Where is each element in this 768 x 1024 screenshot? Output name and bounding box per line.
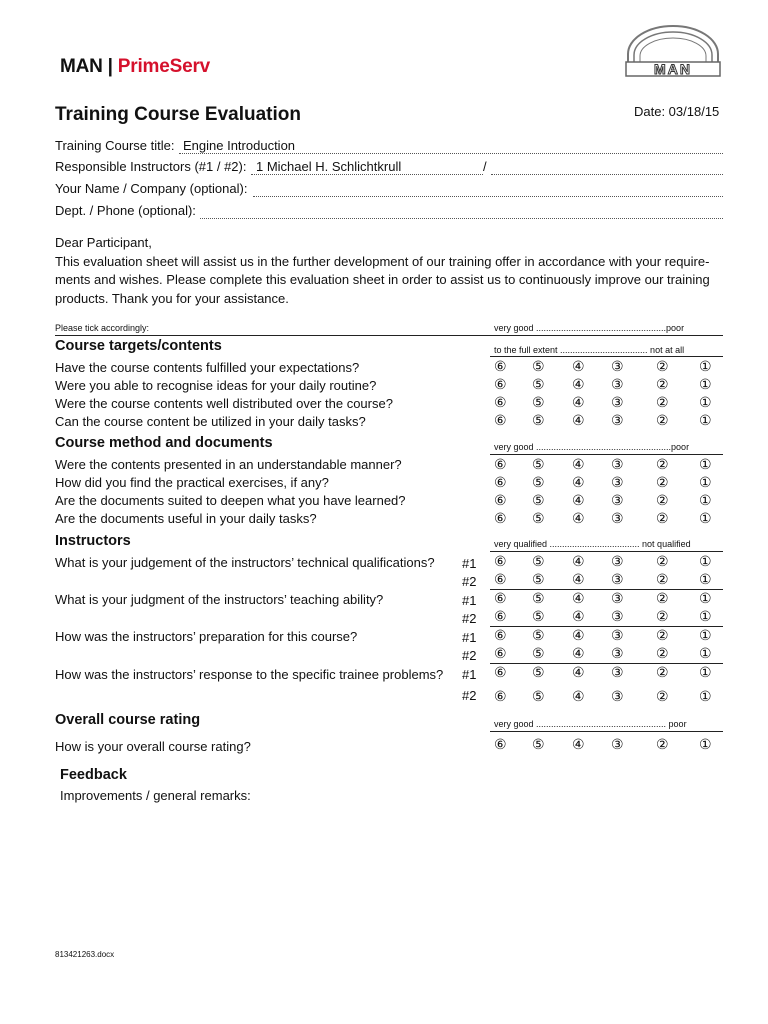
rating-option[interactable]: ④ [572, 474, 585, 490]
rating-option[interactable]: ⑤ [532, 645, 545, 661]
rating-option[interactable]: ③ [611, 492, 624, 508]
course-title-row [55, 137, 723, 157]
question-o1: How is your overall course rating? [55, 739, 251, 754]
rating-option[interactable]: ① [699, 664, 712, 680]
rating-option[interactable]: ② [656, 412, 669, 428]
rating-option[interactable]: ② [656, 376, 669, 392]
rating-divider [490, 454, 723, 455]
instructor-tag-2: #2 [462, 648, 477, 663]
rating-option[interactable]: ③ [611, 608, 624, 624]
rating-option[interactable]: ② [656, 553, 669, 569]
rating-row [490, 627, 723, 645]
instructor-tag-1: #1 [462, 556, 477, 571]
question-m1: Were the contents presented in an understandable manner? [55, 457, 402, 472]
letter [55, 234, 725, 308]
rating-option[interactable]: ⑤ [532, 608, 545, 624]
rating-divider [490, 356, 723, 357]
brand-separator: | [107, 56, 113, 77]
rating-option[interactable]: ⑤ [532, 358, 545, 374]
course-title-line [179, 153, 723, 154]
rating-option[interactable]: ③ [611, 510, 624, 526]
instructors-row [55, 158, 723, 178]
rating-option[interactable]: ③ [611, 474, 624, 490]
rating-option[interactable]: ③ [611, 376, 624, 392]
rating-option[interactable]: ② [656, 664, 669, 680]
instructor-tag-2: #2 [462, 611, 477, 626]
dept-label: Dept. / Phone (optional): [55, 203, 196, 218]
rating-option[interactable]: ① [699, 358, 712, 374]
tick-hint: Please tick accordingly: [55, 323, 150, 333]
section-instructors: Instructors [55, 533, 131, 549]
rating-option[interactable]: ⑥ [494, 456, 507, 472]
rating-option[interactable]: ② [656, 645, 669, 661]
rating-option[interactable]: ⑥ [494, 553, 507, 569]
rating-option[interactable]: ② [656, 474, 669, 490]
rating-option[interactable]: ③ [611, 627, 624, 643]
rating-option[interactable]: ⑥ [494, 608, 507, 624]
rating-row [490, 412, 723, 430]
rating-option[interactable]: ⑤ [532, 664, 545, 680]
question-t4: Can the course content be utilized in your daily tasks? [55, 414, 366, 429]
rating-option[interactable]: ⑥ [494, 394, 507, 410]
rating-row [490, 553, 723, 571]
question-i1: What is your judgement of the instructors’ technical qualifications? [55, 555, 435, 570]
rating-option[interactable]: ⑥ [494, 627, 507, 643]
rating-option[interactable]: ⑤ [532, 590, 545, 606]
rating-row [490, 510, 723, 528]
rating-option[interactable]: ④ [572, 456, 585, 472]
rating-option[interactable]: ③ [611, 688, 624, 704]
question-t3: Were the course contents well distributed over the course? [55, 396, 393, 411]
rating-option[interactable]: ① [699, 688, 712, 704]
scale-label-1: very good ....................................................poor [494, 323, 685, 333]
rating-option[interactable]: ① [699, 376, 712, 392]
rating-option[interactable]: ① [699, 412, 712, 428]
rating-option[interactable]: ① [699, 736, 712, 752]
rating-row [490, 608, 723, 626]
letter-greeting: Dear Participant, [55, 235, 152, 250]
instructors-label: Responsible Instructors (#1 / #2): [55, 159, 247, 174]
rating-option[interactable]: ③ [611, 358, 624, 374]
rating-option[interactable]: ⑥ [494, 376, 507, 392]
question-t2: Were you able to recognise ideas for your daily routine? [55, 378, 377, 393]
rating-option[interactable]: ④ [572, 590, 585, 606]
letter-body: This evaluation sheet will assist us in the further development of our training offer in accordance with your require-ments and wishes. Please complete this evaluation sheet in order to assist us to continuously improve our training products. Thank you for your assistance. [55, 253, 710, 306]
instructor-tag-1: #1 [462, 593, 477, 608]
rating-row [490, 664, 723, 682]
rating-option[interactable]: ④ [572, 412, 585, 428]
rating-option[interactable]: ② [656, 736, 669, 752]
rating-option[interactable]: ① [699, 571, 712, 587]
rating-option[interactable]: ④ [572, 688, 585, 704]
rating-row [490, 645, 723, 663]
rating-option[interactable]: ④ [572, 645, 585, 661]
question-m3: Are the documents suited to deepen what you have learned? [55, 493, 406, 508]
rating-option[interactable]: ④ [572, 736, 585, 752]
rating-option[interactable]: ① [699, 456, 712, 472]
divider [55, 335, 723, 336]
rating-option[interactable]: ② [656, 688, 669, 704]
dept-row [55, 202, 723, 222]
rating-option[interactable]: ⑥ [494, 510, 507, 526]
rating-row [490, 736, 723, 754]
rating-option[interactable]: ⑥ [494, 736, 507, 752]
rating-option[interactable]: ④ [572, 571, 585, 587]
rating-option[interactable]: ⑥ [494, 412, 507, 428]
feedback-title: Feedback [60, 767, 127, 783]
rating-option[interactable]: ③ [611, 736, 624, 752]
rating-option[interactable]: ⑤ [532, 571, 545, 587]
logo-text: MAN [654, 61, 692, 77]
rating-option[interactable]: ③ [611, 412, 624, 428]
rating-option[interactable]: ⑤ [532, 688, 545, 704]
rating-option[interactable]: ⑥ [494, 492, 507, 508]
rating-option[interactable]: ④ [572, 358, 585, 374]
rating-option[interactable]: ⑥ [494, 571, 507, 587]
rating-row [490, 590, 723, 608]
rating-option[interactable]: ② [656, 627, 669, 643]
question-i4: How was the instructors’ response to the specific trainee problems? [55, 667, 444, 682]
rating-option[interactable]: ② [656, 510, 669, 526]
rating-option[interactable]: ② [656, 456, 669, 472]
rating-option[interactable]: ⑤ [532, 456, 545, 472]
rating-row [490, 394, 723, 412]
section-method: Course method and documents [55, 435, 273, 451]
rating-option[interactable]: ⑤ [532, 510, 545, 526]
rating-option[interactable]: ③ [611, 571, 624, 587]
man-logo-icon [622, 24, 724, 80]
rating-row [490, 358, 723, 376]
rating-option[interactable]: ② [656, 394, 669, 410]
rating-option[interactable]: ① [699, 510, 712, 526]
name-line[interactable] [253, 196, 723, 197]
rating-option[interactable]: ② [656, 608, 669, 624]
instructor-tag-2: #2 [462, 688, 477, 703]
rating-option[interactable]: ② [656, 590, 669, 606]
rating-option[interactable]: ② [656, 492, 669, 508]
dept-line[interactable] [200, 218, 723, 219]
rating-divider [490, 731, 723, 732]
rating-option[interactable]: ④ [572, 627, 585, 643]
brand-man: MAN [60, 56, 103, 77]
instructor1-line [251, 174, 483, 175]
rating-option[interactable]: ① [699, 627, 712, 643]
rating-option[interactable]: ④ [572, 510, 585, 526]
rating-row [490, 688, 723, 706]
rating-option[interactable]: ① [699, 474, 712, 490]
rating-option[interactable]: ⑤ [532, 736, 545, 752]
rating-option[interactable]: ① [699, 553, 712, 569]
rating-option[interactable]: ③ [611, 590, 624, 606]
rating-option[interactable]: ② [656, 358, 669, 374]
scale-label-3: very good ......................................................poor [494, 442, 690, 452]
rating-option[interactable]: ⑥ [494, 358, 507, 374]
rating-option[interactable]: ③ [611, 394, 624, 410]
rating-option[interactable]: ④ [572, 394, 585, 410]
rating-option[interactable]: ⑤ [532, 376, 545, 392]
instructor-separator: / [483, 159, 487, 174]
rating-option[interactable]: ① [699, 608, 712, 624]
section-targets: Course targets/contents [55, 338, 222, 354]
rating-option[interactable]: ⑥ [494, 474, 507, 490]
rating-option[interactable]: ① [699, 394, 712, 410]
rating-option[interactable]: ⑤ [532, 553, 545, 569]
rating-option[interactable]: ① [699, 645, 712, 661]
instructor-tag-1: #1 [462, 630, 477, 645]
rating-option[interactable]: ⑥ [494, 590, 507, 606]
page-title: Training Course Evaluation [55, 104, 301, 125]
rating-option[interactable]: ⑤ [532, 627, 545, 643]
rating-divider [490, 551, 723, 552]
rating-option[interactable]: ③ [611, 553, 624, 569]
question-t1: Have the course contents fulfilled your expectations? [55, 360, 360, 375]
rating-option[interactable]: ⑤ [532, 394, 545, 410]
name-label: Your Name / Company (optional): [55, 181, 248, 196]
rating-option[interactable]: ③ [611, 664, 624, 680]
section-overall: Overall course rating [55, 712, 201, 728]
rating-option[interactable]: ① [699, 590, 712, 606]
rating-option[interactable]: ④ [572, 608, 585, 624]
rating-row [490, 456, 723, 474]
rating-option[interactable]: ⑥ [494, 664, 507, 680]
date-label: Date: 03/18/15 [634, 104, 720, 119]
name-row [55, 180, 723, 200]
scale-label-2: to the full extent ................................... not at all [494, 345, 685, 355]
course-title-value[interactable]: Engine Introduction [183, 138, 296, 153]
question-i2: What is your judgment of the instructors’ teaching ability? [55, 592, 384, 607]
rating-option[interactable]: ④ [572, 376, 585, 392]
rating-row [490, 571, 723, 589]
rating-option[interactable]: ⑥ [494, 645, 507, 661]
instructor-tag-1: #1 [462, 667, 477, 682]
rating-option[interactable]: ② [656, 571, 669, 587]
brand-primeserv: PrimeServ [117, 56, 211, 77]
instructor1-value[interactable]: 1 Michael H. Schlichtkrull [256, 159, 402, 174]
rating-option[interactable]: ③ [611, 645, 624, 661]
rating-option[interactable]: ④ [572, 553, 585, 569]
question-i3: How was the instructors’ preparation for this course? [55, 629, 358, 644]
instructor2-line[interactable] [491, 174, 723, 175]
feedback-sub: Improvements / general remarks: [60, 788, 251, 803]
scale-label-5: very good .................................................... poor [494, 719, 687, 729]
question-m4: Are the documents useful in your daily tasks? [55, 511, 317, 526]
question-m2: How did you find the practical exercises, if any? [55, 475, 329, 490]
course-title-label: Training Course title: [55, 138, 175, 153]
rating-option[interactable]: ④ [572, 492, 585, 508]
rating-row [490, 474, 723, 492]
rating-row [490, 492, 723, 510]
rating-option[interactable]: ⑤ [532, 474, 545, 490]
scale-label-4: very qualified .................................... not qualified [494, 539, 691, 549]
instructor-tag-2: #2 [462, 574, 477, 589]
rating-option[interactable]: ⑥ [494, 688, 507, 704]
footer-doc: 813421263.docx [55, 950, 115, 959]
rating-option[interactable]: ① [699, 492, 712, 508]
brand-logo-text [60, 56, 210, 78]
rating-option[interactable]: ⑤ [532, 412, 545, 428]
rating-option[interactable]: ③ [611, 456, 624, 472]
rating-option[interactable]: ④ [572, 664, 585, 680]
rating-option[interactable]: ⑤ [532, 492, 545, 508]
rating-row [490, 376, 723, 394]
